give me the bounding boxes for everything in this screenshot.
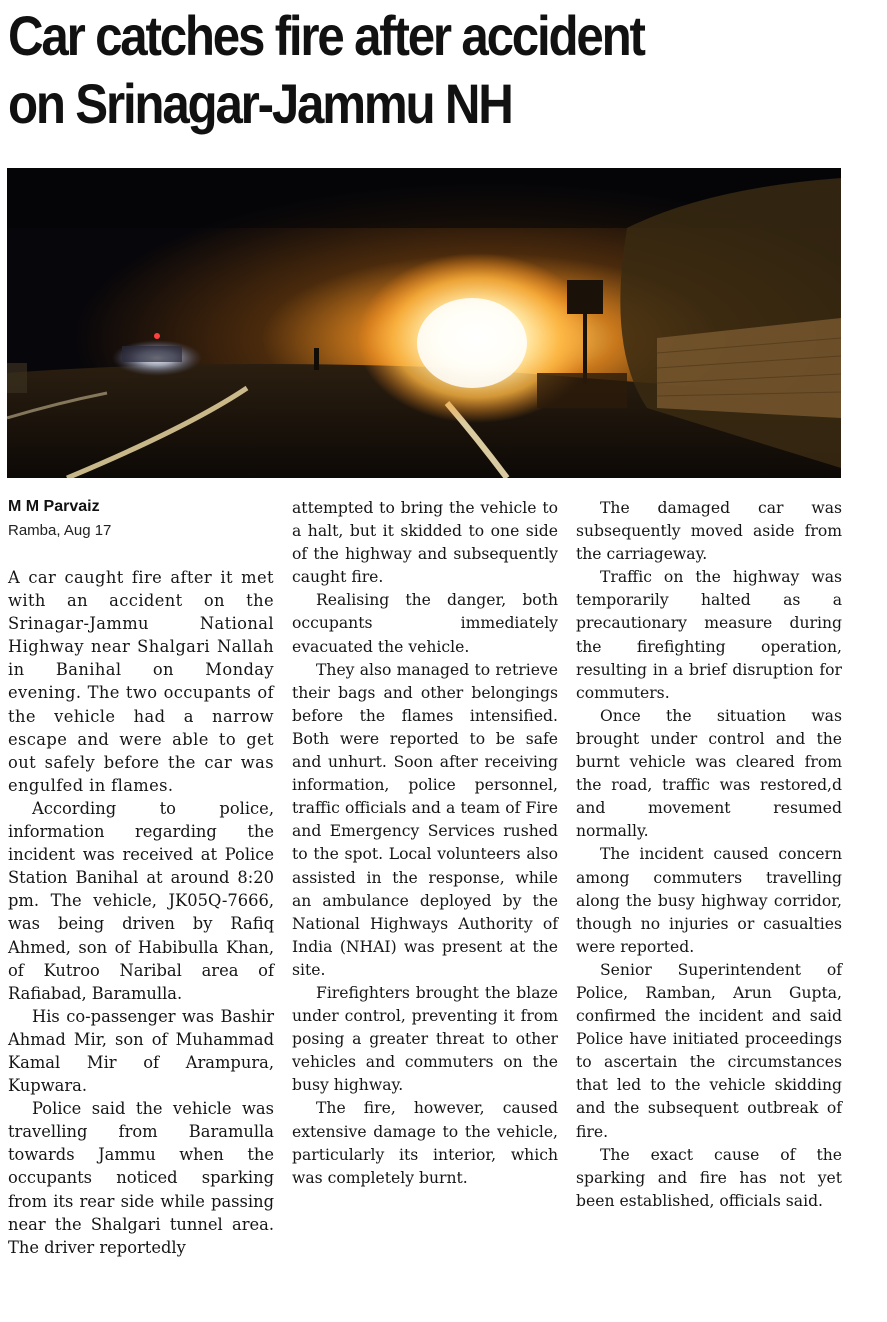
article-column-1 (8, 566, 274, 1259)
headline-line-1: Car catches fire after accident (8, 4, 644, 67)
car-fire-photo-icon (7, 168, 841, 478)
headline (8, 2, 774, 138)
article-paragraph: They also managed to retrieve their bags and other belongings before the flames intensified. Both were reported to be safe and unhurt. Soon after receiving information, police personnel, traffic officials and a team of Fire and Emergency Services rushed to the spot. Local volunteers also assisted in the response, while an ambulance deployed by the National Highways Authority of India (NHAI) was present at the site. (292, 660, 558, 979)
article-paragraph: Once the situation was brought under control and the burnt vehicle was cleared from the road, traffic was restored,d and movement resumed normally. (576, 706, 842, 841)
article-paragraph: Traffic on the highway was temporarily halted as a precautionary measure during the firefighting operation, resulting in a brief disruption for commuters. (576, 568, 842, 702)
article-paragraph: The incident caused concern among commuters travelling along the busy highway corridor, though no injuries or casualties were reported. (576, 845, 842, 956)
article-paragraph: A car caught fire after it met with an accident on the Srinagar-Jammu National Highway near Shalgari Nallah in Banihal on Monday evening. The two occupants of the vehicle had a narrow escape and were able to get out safely before the car was engulfed in flames. (8, 568, 274, 795)
article-column-2 (292, 497, 558, 1190)
article-paragraph: Firefighters brought the blaze under control, preventing it from posing a greater threat to other vehicles and commuters on the busy highway. (292, 983, 558, 1095)
headline-line-2: on Srinagar-Jammu NH (8, 72, 512, 135)
article-paragraph: The fire, however, caused extensive damage to the vehicle, particularly its interior, which was completely burnt. (292, 1099, 558, 1187)
article-paragraph: attempted to bring the vehicle to a halt, but it skidded to one side of the highway and subsequently caught fire. (292, 499, 558, 587)
byline: M M Parvaiz (8, 498, 100, 515)
article-paragraph: His co-passenger was Bashir Ahmad Mir, son of Muhammad Kamal Mir of Arampura, Kupwara. (8, 1006, 274, 1096)
article-paragraph: According to police, information regarding the incident was received at Police Station Banihal at around 8:20 pm. The vehicle, JK05Q-7666, was being driven by Rafiq Ahmed, son of Habibulla Khan, of Kutroo Naribal area of Rafiabad, Baramulla. (8, 798, 274, 1003)
article-paragraph: Senior Superintendent of Police, Ramban, Arun Gupta, confirmed the incident and said Police have initiated proceedings to ascertain the circumstances that led to the vehicle skidding and the subsequent outbreak of fire. (576, 960, 842, 1141)
article-paragraph: Police said the vehicle was travelling from Baramulla towards Jammu when the occupants noticed sparking from its rear side while passing near the Shalgari tunnel area. The driver reportedly (8, 1099, 274, 1257)
car-fire-photo (7, 168, 841, 478)
article-paragraph: Realising the danger, both occupants immediately evacuated the vehicle. (292, 591, 558, 656)
article-paragraph: The exact cause of the sparking and fire has not yet been established, officials said. (576, 1145, 842, 1210)
dateline: Ramba, Aug 17 (8, 522, 112, 539)
article-column-3 (576, 497, 842, 1213)
article-paragraph: The damaged car was subsequently moved aside from the carriageway. (576, 499, 842, 564)
